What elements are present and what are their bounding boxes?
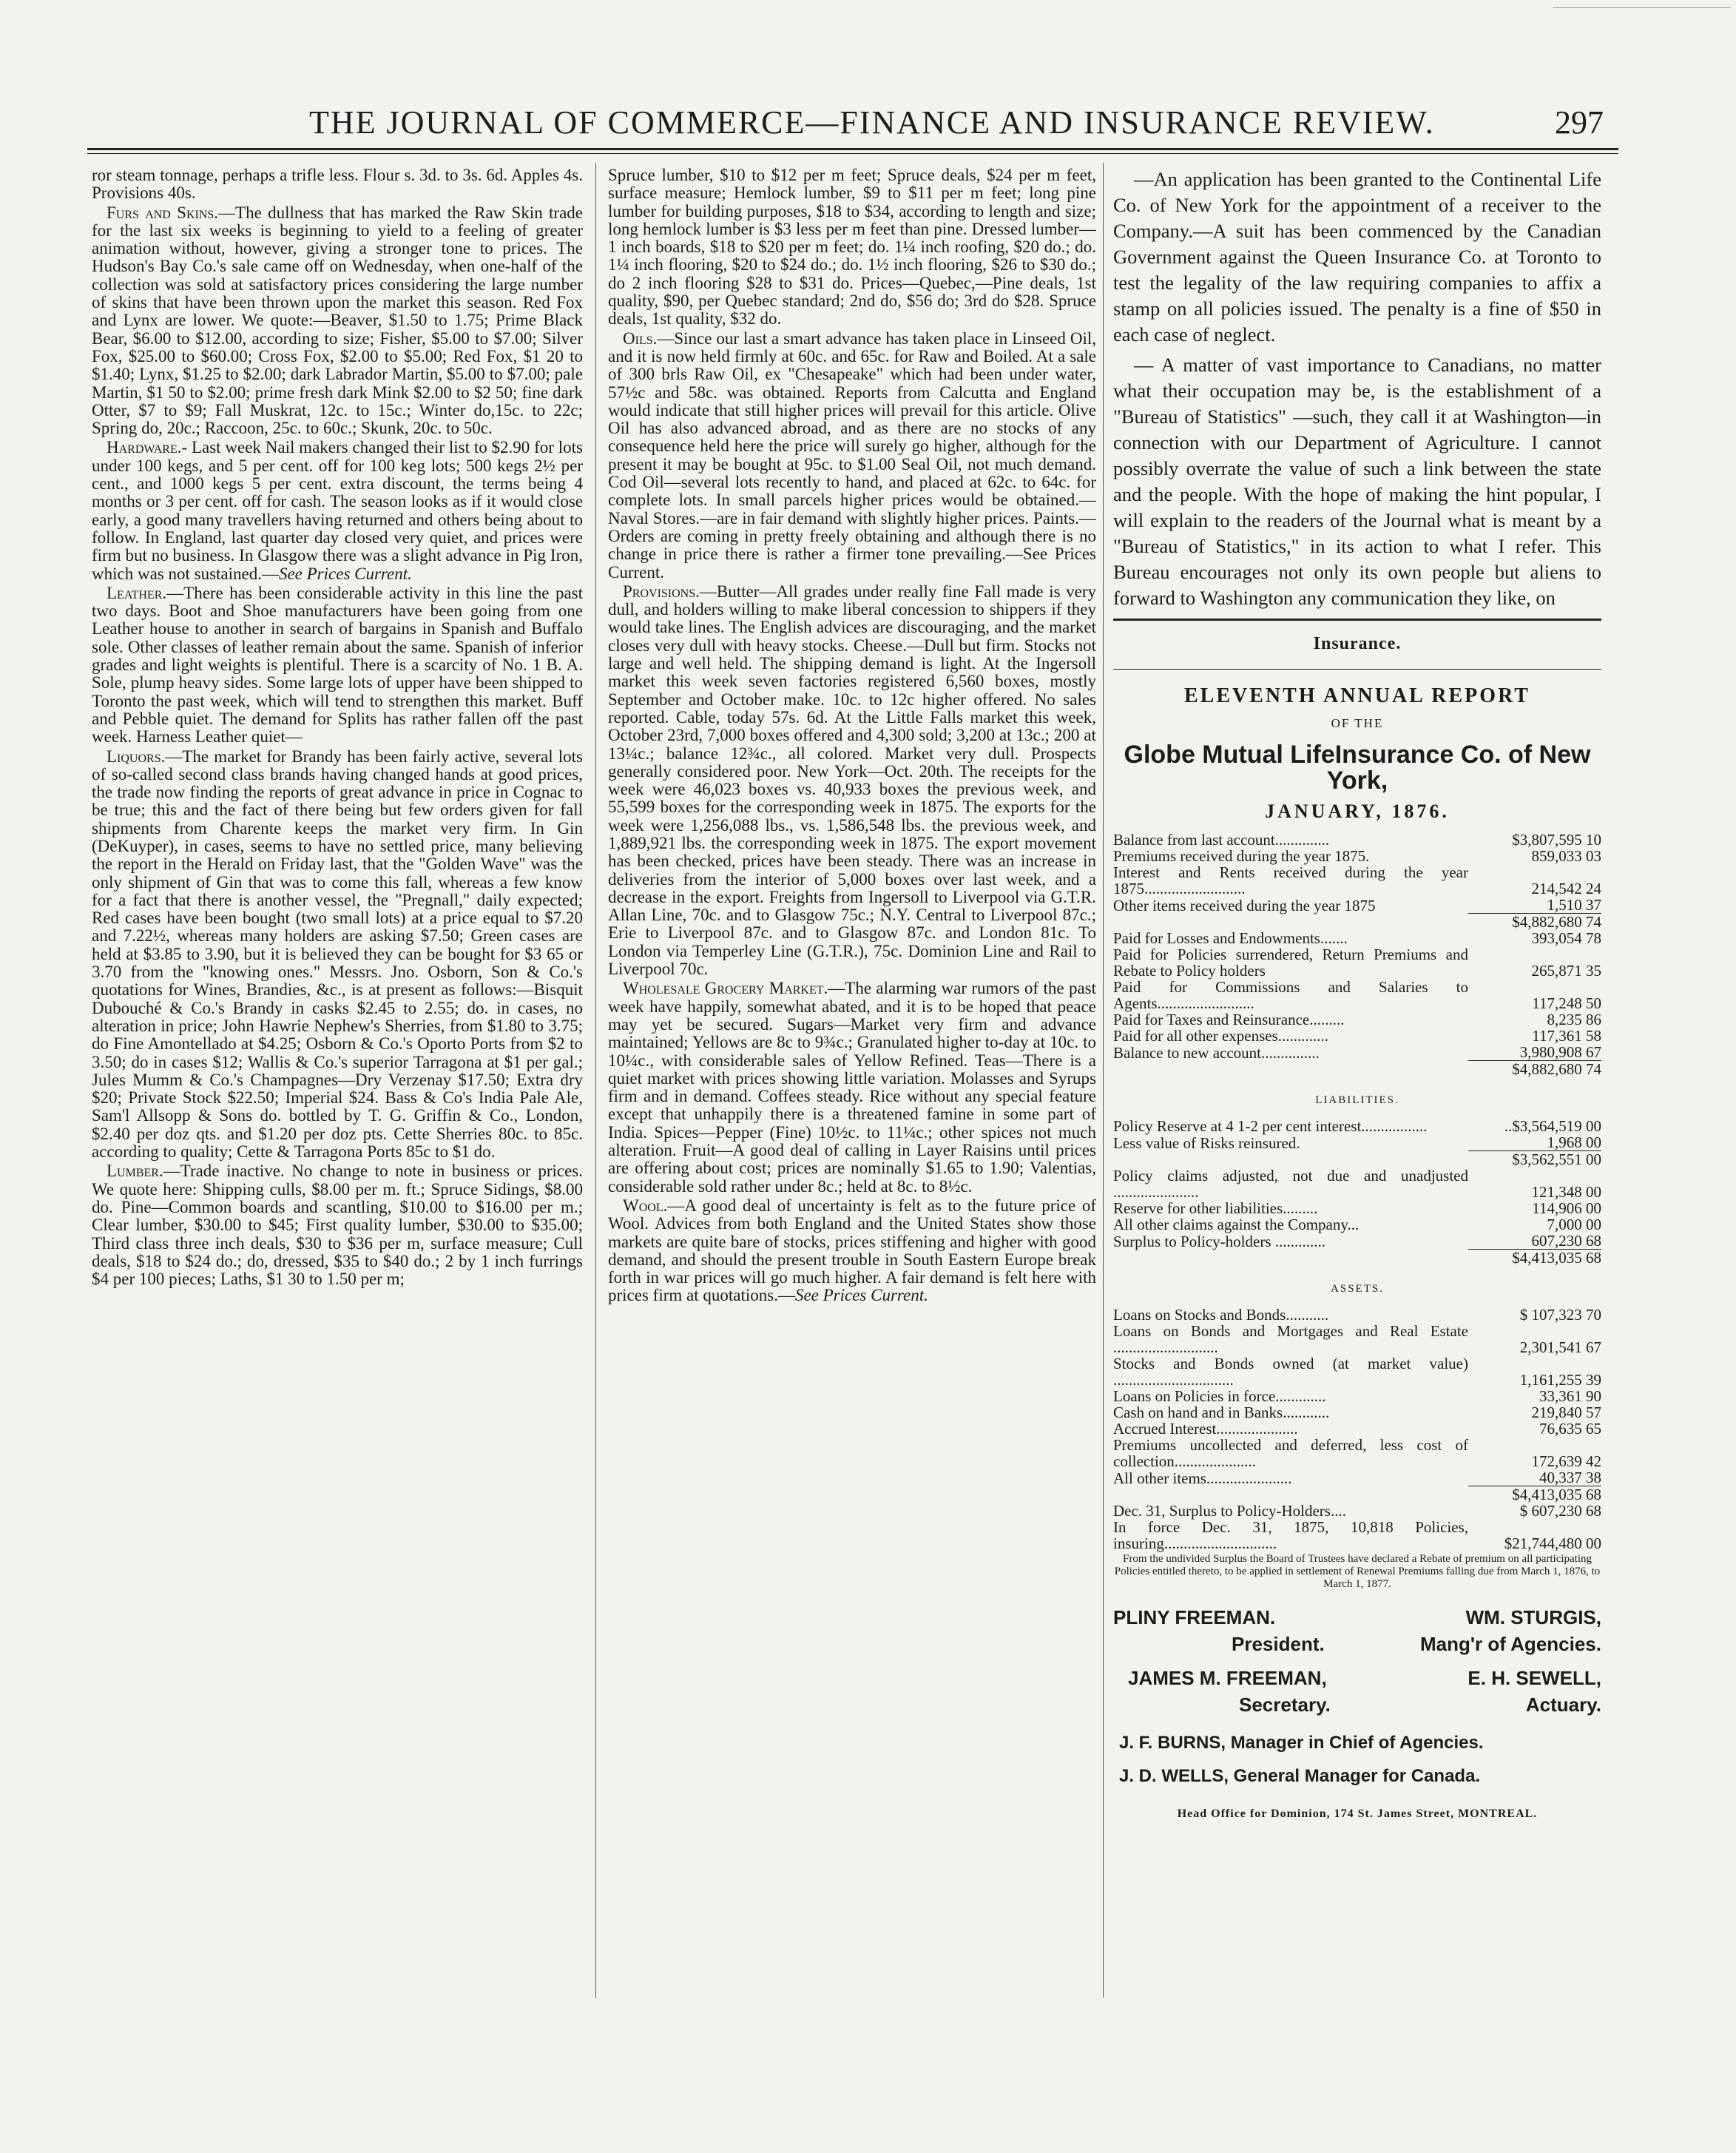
row-label: Surplus to Policy-holders ............. — [1113, 1232, 1325, 1250]
disbursement-table — [1113, 930, 1601, 1077]
table-row — [1113, 1044, 1601, 1061]
assets-heading: ASSETS. — [1331, 1283, 1384, 1295]
table-row — [1113, 1469, 1601, 1486]
row-label: Accrued Interest..................... — [1113, 1420, 1298, 1438]
wool-paragraph — [608, 1197, 1096, 1305]
table-row — [1113, 1233, 1601, 1250]
total-spacer — [1113, 1486, 1468, 1503]
row-amount: 1,161,255 39 — [1519, 1371, 1601, 1389]
header-rule-thin — [87, 153, 1618, 154]
row-amount: 33,361 90 — [1539, 1387, 1601, 1405]
income-table — [1113, 832, 1601, 930]
total-spacer — [1113, 1151, 1468, 1168]
hardware-paragraph — [92, 439, 583, 582]
row-label: Interest and Rents received during the year 1875.......................... — [1113, 863, 1468, 897]
wool-text: —A good deal of uncertainty is felt as to the future price of Wool. Advices from both England and the United States show those markets are quite bare of stocks, prices stiffening and higher with good demand, and should the present trouble in South Eastern Europe break forth in war prices will go much higher. A fair demand is felt here with prices firm at quotations.— — [608, 1196, 1096, 1305]
row-label: Cash on hand and in Banks............ — [1113, 1404, 1330, 1421]
table-row — [1113, 864, 1601, 897]
total-spacer — [1113, 914, 1468, 931]
table-row — [1113, 1011, 1601, 1028]
row-label: Loans on Stocks and Bonds........... — [1113, 1306, 1329, 1324]
liabilities-heading: LIABILITIES. — [1315, 1094, 1399, 1106]
column-2 — [608, 166, 1096, 2009]
officers-roles-1 — [1113, 1631, 1601, 1665]
row-label: All other items...................... — [1113, 1469, 1292, 1487]
column-divider — [595, 163, 596, 1998]
row-label: Paid for Commissions and Salaries to Agents......................... — [1113, 978, 1468, 1012]
table-row — [1113, 1404, 1601, 1421]
provisions-text: —Butter—All grades under really fine Fall made is very dull, and holders willing to make liberal concession to shippers if they would take lines. The English advices are discouraging, and the market closes very dull with heavy stocks. Cheese.—Dull but firm. Stocks not large and well held. The shipping demand is light. At the Ingersoll market this week seven factories registered 6,560 boxes, mostly September and October make. 10c. to 12c higher offered. No sales reported. Cable, today 57s. 6d. At the Little Falls market this week, October 23rd, 7,000 boxes offered and 4,300 sold; 3,200 at 13c.; 200 at 13¼c.; balance 12¾c., all colored. Market very dull. Prospects generally considered poor. New York—Oct. 20th. The receipts for the week were 46,023 boxes vs. 40,933 boxes the previous week, and 55,599 boxes for the corresponding week in 1875. The exports for the week were 1,256,088 lbs., vs. 1,586,548 lbs. the previous week, and 1,889,921 lbs. the corresponding week in 1875. The export movement has been checked, prices have been steady. There was an increase in deliveries from the interior of 5,000 boxes over last week, and a decrease in the export. Freights from Ingersoll to Liverpool via G.T.R. Allan Line, 70c. and to Glasgow 75c.; N.Y. Central to Liverpool 87c.; Erie to Liverpool 87c. and to Glasgow 87c. and London 81c. To London via Temperley Line (G.T.R.), 75c. Dominion Line and Rail to Liverpool 70c. — [608, 582, 1096, 979]
total-spacer — [1113, 1061, 1468, 1078]
section-heading: Insurance. — [1313, 634, 1402, 653]
total-row — [1113, 1486, 1601, 1503]
officer-name: WM. STURGIS, — [1465, 1606, 1601, 1628]
journal-title: THE JOURNAL OF COMMERCE—FINANCE AND INSURANCE REVIEW. — [309, 104, 1435, 141]
row-amount: 117,361 58 — [1532, 1027, 1601, 1045]
corner-rule — [1553, 7, 1731, 8]
liquors-heading: Liquors. — [107, 747, 166, 766]
lumber-text: —Trade inactive. No change to note in business or prices. We quote here: Shipping culls, $8.00 per m. ft.; Spruce Sidings, $8.00 do. Pine—Common boards and scantling, $10.00 to $16.00 per m.; Clear lumber, $30.00 to $45; First quality lumber, $30.00 to $35.00; Third class three inch deals, $30 to $36 per m, surface measure; Cull deals, $18 to $24 do.; do, dressed, $35 to $40 do.; 2 by 1 inch furrings $4 per 100 pieces; Laths, $1 30 to 1.50 per m; — [92, 1162, 583, 1289]
table-row — [1113, 1307, 1601, 1323]
surplus-row — [1113, 1519, 1601, 1551]
row-label: Paid for Policies surrendered, Return Premiums and Rebate to Policy holders — [1113, 946, 1468, 980]
liabilities-table — [1113, 1118, 1601, 1266]
row-label: Less value of Risks reinsured. — [1113, 1133, 1300, 1152]
total-amount: $4,882,680 74 — [1468, 1061, 1601, 1078]
row-amount: 8,235 86 — [1547, 1011, 1601, 1028]
officer-role: President. — [1232, 1633, 1325, 1655]
row-amount: ..$3,564,519 00 — [1504, 1117, 1601, 1135]
total-row — [1113, 914, 1601, 931]
row-amount: 219,840 57 — [1531, 1404, 1601, 1421]
news-paragraph-2: — A matter of vast importance to Canadians, no matter what their occupation may be, is the establishment of a "Bureau of Statistics" —such, they call it at Washington—in connection with our Department of Agriculture. I cannot possibly overrate the value of such a link between the state and the people. With the hope of making the hint popular, I will explain to the readers of the Journal what is meant by a "Bureau of Statistics," in its action to what I refer. This Bureau encourages not only its own people but aliens to forward to Washington any communication they like, on — [1113, 354, 1601, 609]
head-office-line: Head Office for Dominion, 174 St. James Street, MONTREAL. — [1177, 1807, 1538, 1820]
row-label: Policy Reserve at 4 1-2 per cent interest................. — [1113, 1117, 1428, 1135]
furs-paragraph — [92, 204, 583, 438]
column-1 — [92, 166, 583, 2009]
officers-roles-2 — [1113, 1691, 1601, 1722]
surplus-row — [1113, 1503, 1601, 1519]
row-label: Premiums uncollected and deferred, less cost of collection..................... — [1113, 1436, 1468, 1470]
see-prices-link: See Prices Current. — [794, 1286, 928, 1305]
officers-row-2 — [1113, 1665, 1601, 1691]
row-amount: 607,230 68 — [1531, 1232, 1601, 1250]
officer-role: Mang'r of Agencies. — [1419, 1633, 1601, 1655]
provisions-heading: Provisions. — [623, 582, 700, 601]
company-name: Globe Mutual LifeInsurance Co. of New York, — [1124, 741, 1591, 795]
table-row — [1113, 930, 1601, 946]
page-header — [87, 104, 1618, 148]
row-label: Stocks and Bonds owned (at market value) ............................... — [1113, 1355, 1468, 1389]
row-amount: 40,337 38 — [1539, 1469, 1601, 1486]
assets-table — [1113, 1307, 1601, 1551]
row-label: Loans on Policies in force............. — [1113, 1387, 1326, 1405]
total-row — [1113, 1250, 1601, 1267]
total-spacer — [1113, 1250, 1468, 1267]
furs-text: —The dullness that has marked the Raw Skin trade for the last six weeks is beginning to yield to a feeling of greater animation without, however, giving a stronger tone to prices. The Hudson's Bay Co.'s sale came off on Wednesday, when one-half of the collection was sold at satisfactory prices considering the large number of skins that have been thrown upon the market this season. Red Fox and Lynx are lower. We quote:—Beaver, $1.50 to 1.75; Prime Black Bear, $6.00 to $12.00, according to size; Fisher, $5.00 to $7.00; Silver Fox, $25.00 to $60.00; Cross Fox, $2.00 to $5.00; Red Fox, $1 20 to $1.40; Lynx, $1.25 to $2.00; dark Labrador Martin, $5.00 to $7.00; pale Martin, $1 50 to $2.00; prime fresh dark Mink $2.00 to $2 50; fine dark Otter, $7 to $9; Fall Muskrat, 12c. to 15c.; Winter do,15c. to 22c; Spring do, 20c.; Raccoon, 25c. to 60c.; Skunk, 20c. to 50c. — [92, 203, 583, 438]
row-label: All other claims against the Company... — [1113, 1216, 1360, 1233]
row-amount: $ 607,230 68 — [1519, 1502, 1601, 1520]
row-amount: 117,248 50 — [1532, 994, 1601, 1012]
table-row — [1113, 1134, 1601, 1151]
table-row — [1113, 1216, 1601, 1233]
row-amount: 1,510 37 — [1547, 896, 1601, 914]
row-amount: 393,054 78 — [1531, 929, 1601, 947]
row-amount: 172,639 42 — [1531, 1452, 1601, 1470]
table-row — [1113, 1168, 1601, 1200]
grocery-text: —The alarming war rumors of the past week have happily, somewhat abated, and it is to be hoped that peace may yet be secured. Sugars—Market very firm and advance maintained; Yellows are 8c to 9¾c.; Granulated higher to-day at 10c. to 10¼c., with considerable sales of Yellow Refined. Teas—There is a quiet market with prices showing little variation. Molasses and Syrups firm and in demand. Coffees steady. Rice without any special feature except that unhappily there is a threatened famine in some part of India. Spices—Pepper (Fine) 10½c. to 11¼c.; other spices not much alteration. Fruit—A good deal of calling in Layer Raisins until prices are offering about cost; prices are nominally $1.65 to 1.90; Valentias, considerable sold rather under 8c.; held at 8c. to 8½c. — [608, 979, 1096, 1196]
row-amount: 859,033 03 — [1531, 847, 1601, 865]
oils-heading: Oils. — [623, 328, 658, 348]
row-amount: 265,871 35 — [1531, 962, 1601, 980]
row-amount: 114,906 00 — [1532, 1199, 1601, 1217]
spruce-paragraph: Spruce lumber, $10 to $12 per m feet; Spruce deals, $24 per m feet, surface measure; Hemlock lumber, $9 to $11 per m feet; long pine lumber for building purposes, $18 to $34, according to length and size; long hemlock lumber is $3 less per m feet than pine. Dressed lumber—1 inch boards, $18 to $20 per m feet; do. 1¼ inch roofing, $20 do.; do. 1¼ inch flooring, $20 to $24 do.; do. 1½ inch flooring, $26 to $30 do.; do 2 inch flooring $28 to $31 do. Prices—Quebec,—Pine deals, 1st quality, $90, per Quebec standard; 2nd do, $56 do; 3rd do $28. Spruce deals, 1st quality, $32 do. — [608, 166, 1096, 328]
oils-text: —Since our last a smart advance has taken place in Linseed Oil, and it is now held firmly at 60c. and 65c. for Raw and Boiled. At a sale of 300 brls Raw Oil, ex "Chesapeake" which had been under water, 57½c and 58c. was obtained. Reports from Calcutta and England would indicate that still higher prices will prevail for this article. Olive Oil has also advanced abroad, and as there are no stocks of any consequence held here the price will surely go higher, although for the present it may be bought at 95c. to $1.00 Seal Oil, not much demand. Cod Oil—several lots recently to hand, and placed at 62c. to 64c. for complete lots. In small parcels higher prices would be obtained.—Naval Stores.—are in fair demand with slightly higher prices. Paints.—Orders are coming in pretty freely obtaining and although there is no change in price there is rather a firmer tone prevailing.—See Prices Current. — [608, 328, 1096, 582]
row-label: Loans on Bonds and Mortgages and Real Estate ........................... — [1113, 1322, 1468, 1356]
row-label: Balance to new account............... — [1113, 1043, 1320, 1062]
liquors-text: —The market for Brandy has been fairly active, several lots of so-called second class brands having changed hands at good prices, the trade now finding the reports of great advance in price in Cognac to be true; this and the fact of there being but few orders given for fall shipments from Charente keeps the market very firm. In Gin (DeKuyper), in cases, seems to have no settled price, many believing the report in the Herald on Friday last, that the "Golden Wave" was the only shipment of Gin that was to come this fall, whereas a few know for a fact that there is another vessel, the "Pregnall," daily expected; Red cases have been bought (two small lots) at a price equal to $7.20 and 7.22½, whereas many holders are asking $7.50; Green cases are held at $3.85 to 3.90, but it is believed they can be bought for $3 65 or 3.70 from the "knowing ones." Messrs. Jno. Osborn, Son & Co.'s quotations for Wines, Brandies, &c., is at present as follows:—Bisquit Dubouché & Co.'s Brandy in casks $2.45 to 2.55; do. in cases, no alteration in price; John Hawrie Nephew's Sherries, from $1.80 to 3.75; do Fine Amontellado at $4.25; Osborn & Co.'s Oporto Ports from $2 to 3.50; do in cases $12; Wallis & Co.'s superior Tarragona at $1 per gal.; Jules Mumm & Co.'s Champagnes—Dry Verzenay $17.50; Extra dry $20; Private Stock $22.50; Imperial $24. Bass & Co's India Pale Ale, Sam'l Allsopp & Sons do. bottled by T. G. Griffin & Co., London, $2.40 per doz qts. and $1.20 per doz pts. Cette Sherries 80c. to 85c. according to quality; Cette & Tarragona Ports 85c to $1 do. — [92, 747, 583, 1162]
row-label: In force Dec. 31, 1875, 10,818 Policies, insuring............................. — [1113, 1518, 1468, 1552]
provisions-paragraph — [608, 583, 1096, 979]
row-label: Policy claims adjusted, not due and unadjusted ...................... — [1113, 1167, 1468, 1201]
grocery-heading: Wholesale Grocery Market. — [623, 979, 828, 998]
row-label: Reserve for other liabilities......... — [1113, 1199, 1318, 1217]
total-row — [1113, 1061, 1601, 1078]
liquors-paragraph — [92, 748, 583, 1162]
manager-line-2: J. D. WELLS, General Manager for Canada. — [1119, 1766, 1481, 1786]
table-row — [1113, 1355, 1601, 1388]
report-title: ELEVENTH ANNUAL REPORT — [1184, 684, 1530, 707]
row-amount: 214,542 24 — [1531, 880, 1601, 897]
table-row — [1113, 979, 1601, 1011]
intro-paragraph: ror steam tonnage, perhaps a trifle less. Flour s. 3d. to 3s. 6d. Apples 4s. Provisions 40s. — [92, 166, 583, 203]
table-row — [1113, 1118, 1601, 1134]
hardware-heading: Hardware. — [107, 438, 182, 457]
leather-text: —There has been considerable activity in this line the past two days. Boot and Shoe manufacturers have been going from one Leather house to another in search of bargains in Spanish and Buffalo sole. Other classes of leather remain about the same. Spanish of inferior grades and light weights is plentiful. There is a scarcity of No. 1 B. A. Sole, plump heavy sides. Some large lots of upper have been shipped to Toronto the past week, which will tend to strengthen this market. Buff and Pebble quiet. The demand for Splits has rather fallen off the past week. Harness Leather quiet— — [92, 583, 583, 747]
table-row — [1113, 1421, 1601, 1437]
total-row — [1113, 1151, 1601, 1168]
leather-paragraph — [92, 584, 583, 747]
column-3 — [1113, 166, 1601, 2001]
row-label: Paid for Taxes and Reinsurance......... — [1113, 1011, 1345, 1028]
see-prices-link: See Prices Current. — [278, 564, 412, 583]
header-rule — [87, 148, 1618, 150]
row-label: Other items received during the year 1875 — [1113, 896, 1376, 914]
row-amount: 1,968 00 — [1547, 1133, 1601, 1151]
row-label: Paid for Losses and Endowments....... — [1113, 929, 1348, 947]
table-row — [1113, 832, 1601, 848]
table-row — [1113, 1200, 1601, 1216]
section-rule-thin — [1113, 669, 1601, 670]
row-label: Paid for all other expenses............. — [1113, 1027, 1329, 1045]
officer-name: PLINY FREEMAN. — [1113, 1606, 1276, 1628]
row-label: Premiums received during the year 1875. — [1113, 847, 1370, 865]
officer-role: Actuary. — [1525, 1694, 1601, 1716]
table-row — [1113, 848, 1601, 864]
table-row — [1113, 897, 1601, 914]
total-amount: $4,413,035 68 — [1468, 1486, 1601, 1503]
report-date: JANUARY, 1876. — [1265, 801, 1450, 822]
officer-name: E. H. SEWELL, — [1468, 1667, 1601, 1689]
furs-heading: Furs and Skins. — [107, 203, 219, 222]
wool-heading: Wool. — [623, 1196, 668, 1215]
oils-paragraph — [608, 330, 1096, 582]
row-label: Balance from last account.............. — [1113, 831, 1330, 849]
section-rule — [1113, 619, 1601, 621]
news-paragraph-1: —An application has been granted to the Continental Life Co. of New York for the appointment of a receiver to the Company.—A suit has been commenced by the Canadian Government against the Queen Insurance Co. at Toronto to test the legality of the law requiring companies to affix a stamp on all policies issued. The penalty is a fine of $50 in each case of neglect. — [1113, 168, 1601, 346]
total-amount: $4,413,035 68 — [1468, 1250, 1601, 1267]
officer-role: Secretary. — [1239, 1694, 1331, 1716]
table-row — [1113, 1323, 1601, 1355]
row-amount: 7,000 00 — [1547, 1216, 1601, 1233]
row-amount: $ 107,323 70 — [1519, 1306, 1601, 1324]
row-amount: 76,635 65 — [1539, 1420, 1601, 1438]
table-row — [1113, 1437, 1601, 1469]
officers-row-1 — [1113, 1604, 1601, 1631]
row-amount: $3,807,595 10 — [1512, 831, 1601, 849]
column-divider — [1103, 163, 1104, 1998]
page-number: 297 — [1555, 104, 1604, 141]
table-row — [1113, 1388, 1601, 1404]
lumber-paragraph — [92, 1162, 583, 1288]
leather-heading: Leather. — [107, 583, 167, 602]
report-of-the: OF THE — [1331, 716, 1384, 730]
grocery-paragraph — [608, 980, 1096, 1196]
manager-line-1: J. F. BURNS, Manager in Chief of Agencies. — [1119, 1733, 1484, 1753]
lumber-heading: Lumber. — [107, 1162, 163, 1181]
total-amount: $3,562,551 00 — [1468, 1151, 1601, 1168]
row-amount: 3,980,908 67 — [1519, 1043, 1601, 1061]
table-row — [1113, 946, 1601, 979]
row-label: Dec. 31, Surplus to Policy-Holders.... — [1113, 1502, 1346, 1520]
total-amount: $4,882,680 74 — [1468, 914, 1601, 931]
officer-name: JAMES M. FREEMAN, — [1128, 1667, 1327, 1689]
row-amount: 121,348 00 — [1531, 1183, 1601, 1201]
row-amount: $21,744,480 00 — [1504, 1534, 1601, 1552]
table-row — [1113, 1028, 1601, 1044]
rebate-note: From the undivided Surplus the Board of Trustees have declared a Rebate of premium on all participating Policies entitled thereto, to be applied in settlement of Renewal Premiums falling due from March 1, 1876, to March 1, 1877. — [1114, 1553, 1601, 1590]
hardware-text: - Last week Nail makers changed their list to $2.90 for lots under 100 kegs, and 5 per cent. off for 100 keg lots; 500 kegs 2½ per cent., and 1000 kegs 5 per cent. extra discount, the terms being 4 months or 3 per cent. off for cash. The season looks as if it would close early, a good many travellers having returned and others being about to follow. In England, last quarter day closed very quiet, and prices were firm but no business. In Glasgow there was a slight advance in Pig Iron, which was not sustained.— — [92, 438, 583, 583]
row-amount: 2,301,541 67 — [1519, 1338, 1601, 1356]
